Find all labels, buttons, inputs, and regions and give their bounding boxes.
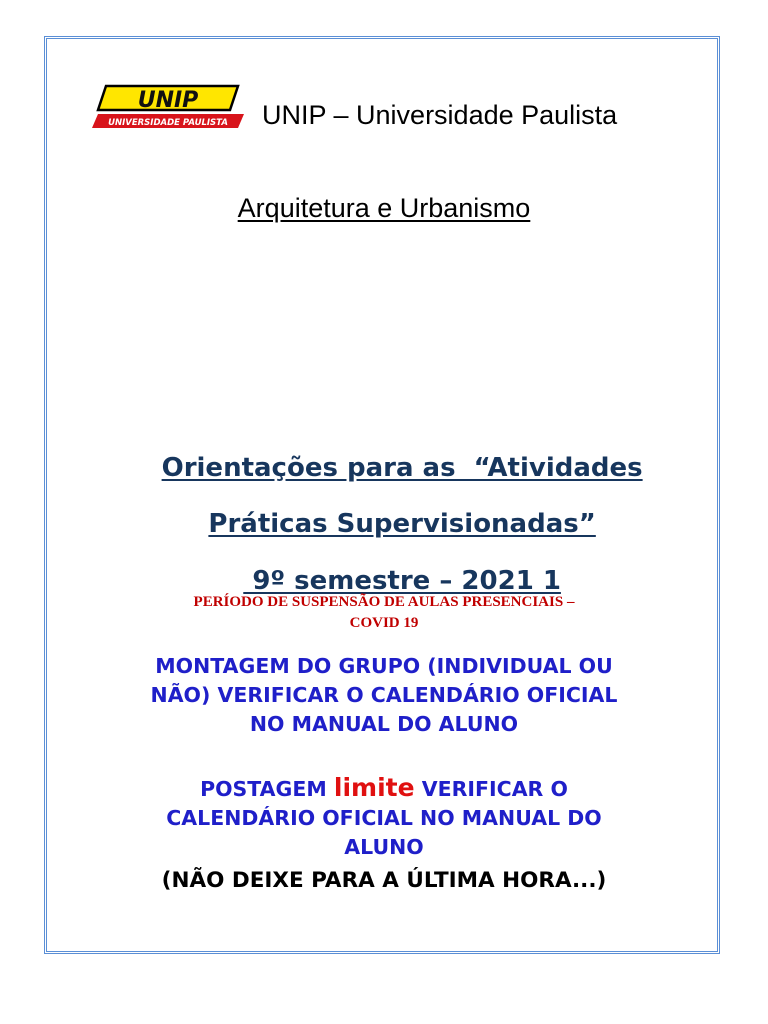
group-notice <box>80 652 688 739</box>
group-notice-line-3: NO MANUAL DO ALUNO <box>249 712 519 736</box>
posting-notice-line-1 <box>80 773 688 804</box>
posting-notice-line-2: CALENDÁRIO OFICIAL NO MANUAL DO <box>166 806 602 830</box>
doc-title-line-1-text: Orientações para as “Atividades <box>161 453 643 483</box>
svg-text:UNIVERSIDADE PAULISTA: UNIVERSIDADE PAULISTA <box>108 118 228 128</box>
doc-title-line-2-text: Práticas Supervisionadas” <box>208 509 596 539</box>
posting-notice-line-3: ALUNO <box>344 835 424 859</box>
university-name: UNIP – Universidade Paulista <box>262 100 618 130</box>
covid-notice-line-2: COVID 19 <box>349 615 419 631</box>
posting-suffix: VERIFICAR O <box>414 777 568 801</box>
covid-notice <box>0 592 768 634</box>
course-title-text: Arquitetura e Urbanismo <box>237 193 531 223</box>
course-title <box>0 193 768 224</box>
svg-text:UNIP: UNIP <box>137 88 199 113</box>
posting-notice <box>80 773 688 862</box>
unip-logo <box>92 84 244 130</box>
limit-emphasis: limite <box>333 773 415 802</box>
covid-notice-line-1: PERÍODO DE SUSPENSÃO DE AULAS PRESENCIAIS – <box>193 594 575 610</box>
deadline-warning: (NÃO DEIXE PARA A ÚLTIMA HORA...) <box>161 868 607 893</box>
group-notice-line-1: MONTAGEM DO GRUPO (INDIVIDUAL OU <box>155 654 613 678</box>
doc-title-line-3-text: 9º semestre – 2021 1 <box>243 566 561 596</box>
posting-prefix: POSTAGEM <box>200 777 334 801</box>
group-notice-line-2: NÃO) VERIFICAR O CALENDÁRIO OFICIAL <box>150 683 618 707</box>
